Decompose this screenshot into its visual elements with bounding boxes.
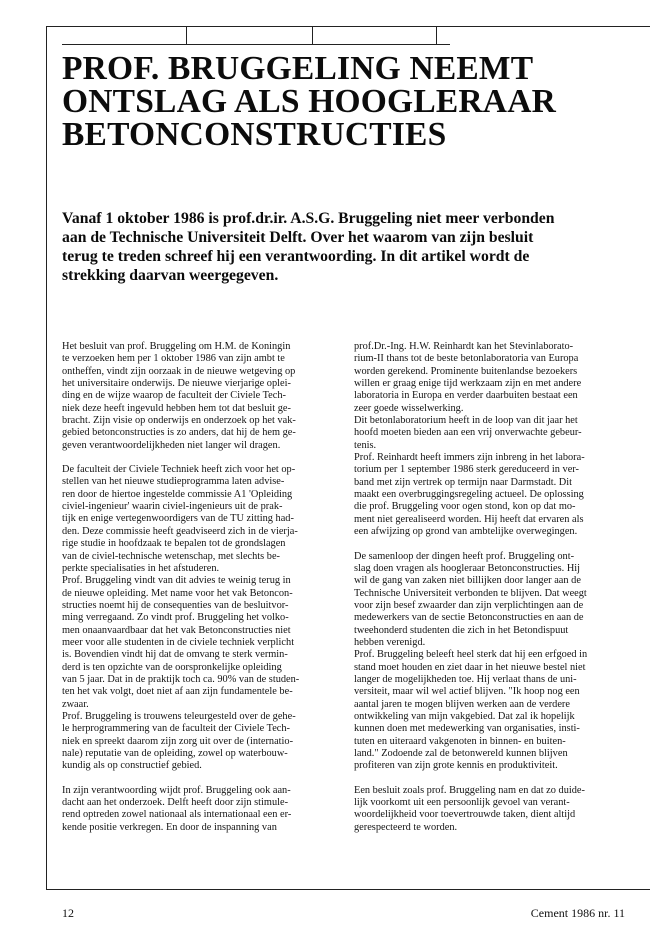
body-line: lijk voorkomt uit een persoonlijk gevoel van verant- [354,797,570,809]
body-line: die prof. Bruggeling voor ogen stond, kon op dat mo- [354,501,576,513]
body-line: Prof. Reinhardt heeft immers zijn inbreng in het labora- [354,452,585,464]
body-paragraph [354,341,633,539]
headline-line: BETONCONSTRUCTIES [62,116,447,153]
headline-line: ONTSLAG ALS HOOGLERAAR [62,83,556,120]
body-line: worden gerekend. Prominente buitenlandse bezoekers [354,365,578,377]
body-line: woordelijkheid voor toevertrouwde taken, dient altijd [354,809,576,821]
body-line: men onaanvaardbaar dat het vak Betonconstructies niet [62,624,291,636]
body-line: stellen van het nieuwe studieprogramma laten advise- [62,476,285,488]
body-line: medewerkers van de sectie Betonconstructies en aan de [354,612,584,624]
body-line: aantal jaren te mogen blijven werken aan de verdere [354,698,570,710]
body-line: ontwikkeling van mijn vakgebied. Dat zal ik hopelijk [354,710,575,722]
body-line: prof.Dr.-Ing. H.W. Reinhardt kan het Stevinlaborato- [354,341,574,352]
body-line: Dit betonlaboratorium heeft in de loop van dit jaar het [354,415,578,427]
body-line: van de civiel-technische wetenschap, met slechts be- [62,550,280,562]
lead-line: terug te treden schreef hij een verantwoording. In dit artikel wordt de [62,248,530,265]
body-line: is. Bovendien vindt hij dat de omvang te sterk vermin- [62,649,288,661]
body-line: niek deze heeft ingevuld hebben hem tot dat besluit ge- [62,402,291,414]
body-line: gebied betonconstructies is zo anders, dat hij de hem ge- [62,427,296,439]
body-line: rend optreden zowel nationaal als internationaal een er- [62,809,292,821]
body-line: wil de gang van zaken niet billijken door langer aan de [354,575,581,587]
header-tab-divider-3 [436,27,437,45]
body-line: Prof. Bruggeling beleeft heel sterk dat hij een erfgoed in [354,649,588,661]
header-tab-divider-1 [186,27,187,45]
body-line: niek en spreekt daarom zijn zorg uit over de (internatio- [62,735,294,747]
body-line: ment niet gerealiseerd worden. Hij heeft dat ervaren als [354,513,584,525]
left-margin-rule [46,26,47,890]
body-line: zwaar. [62,698,89,710]
body-line: versiteit, maar wil wel actief blijven. "Ik hoop nog een [354,686,580,698]
body-line: stand moet houden en ziet daar in het nieuwe bestel niet [354,661,586,673]
body-line: ding en de wijze waarop de faculteit der Civiele Tech- [62,390,286,402]
body-line: tweehonderd studenten die zich in het Betondispuut [354,624,569,636]
body-line: hoofd moeten bieden aan een vrij onverwachte gebeur- [354,427,582,439]
body-line: In zijn verantwoording wijdt prof. Bruggeling ook aan- [62,784,291,796]
body-line: De faculteit der Civiele Techniek heeft zich voor het op- [62,464,296,476]
body-line: van 5 jaar. Dat in de praktijk toch ca. 90% van de studen- [62,673,300,685]
body-line: structies noemt hij de consequenties van de besluitvor- [62,599,289,611]
body-line: zeer goede wisselwerking. [354,402,464,414]
body-line: maakt een overbruggingsregeling actueel. De oplossing [354,489,584,501]
body-line: Een besluit zoals prof. Bruggeling nam en dat zo duide- [354,784,585,796]
body-line: Het besluit van prof. Bruggeling om H.M. de Koningin [62,341,291,352]
body-line: ming verregaand. Zo vindt prof. Bruggeling het volko- [62,612,289,624]
body-line: tuten en uiteraard vakgenoten in binnen- en buiten- [354,735,566,747]
body-line: meer voor alle studenten in de civiele techniek verplicht [62,636,295,648]
body-line: derd is ten opzichte van de oorspronkelijke opleiding [62,661,282,673]
body-line: perkte specialisaties in het afstuderen. [62,562,220,574]
body-line: profiteren van zijn grote kennis en produktiviteit. [354,760,558,772]
body-line: rium-II thans tot de beste betonlaboratoria van Europa [354,353,579,365]
right-column [354,341,633,846]
body-line: dacht aan het onderzoek. Delft heeft door zijn stimule- [62,797,289,809]
body-line: slag doen vragen als hoogleraar Betonconstructies. Hij [354,562,581,574]
body-line: Prof. Bruggeling vindt van dit advies te weinig terug in [62,575,291,587]
body-line: rige studie in hoofdzaak te bepalen tot de grondslagen [62,538,286,550]
body-paragraph [62,464,344,773]
body-line: ten het vak volgt, doet niet af aan zijn fundamentele be- [62,686,293,698]
body-line: Technische Universiteit verbonden te blijven. Dat weegt [354,587,587,599]
body-paragraph [62,341,344,452]
body-line: den. Deze commissie heeft geadviseerd zich in de vierja- [62,525,298,537]
body-line: de nieuwe opleiding. Met name voor het vak Betoncon- [62,587,293,599]
body-line: band met zijn vertrek op termijn naar Darmstadt. Dit [354,476,573,488]
body-line: Prof. Bruggeling is trouwens teleurgesteld over de gehe- [62,710,296,722]
body-line: voor zijn besef zwaarder dan zijn verplichtingen aan de [354,599,584,611]
body-paragraph [354,551,633,773]
body-line: kundig als op constructief gebied. [62,760,202,772]
body-line: hebben verenigd. [354,636,426,648]
article-lead [62,209,637,285]
body-line: gerespecteerd te worden. [354,821,458,833]
body-line: land." Zodoende zal de betonwereld kunnen blijven [354,748,568,759]
top-rule [46,26,650,27]
body-line: willen er graag enige tijd werkzaam zijn en met andere [354,378,582,390]
body-line: langer de mogelijkheden toe. Hij verlaat thans de uni- [354,673,577,685]
body-line: le herprogrammering van de faculteit der Civiele Tech- [62,723,290,735]
body-paragraph [62,785,344,834]
body-line: De samenloop der dingen heeft prof. Bruggeling ont- [354,550,575,562]
body-paragraph [354,785,633,834]
body-line: een afwijzing op grond van ambtelijke overwegingen. [354,526,578,538]
lead-line: strekking daarvan weergegeven. [62,267,279,284]
page-number: 12 [62,906,74,920]
body-line: tenis. [354,439,377,451]
body-line: nale) reputatie van de opleiding, zowel op waterbouw- [62,748,288,759]
body-line: civiel-ingenieur' waarin civiel-ingenieurs uit de prak- [62,501,283,513]
left-column [62,341,344,846]
body-line: kende positie verkregen. En door de inspanning van [62,821,277,833]
issue-label: Cement 1986 nr. 11 [530,906,625,920]
bottom-rule [46,889,650,890]
body-line: bracht. Zijn visie op onderwijs en onderzoek op het vak- [62,415,296,427]
body-line: tijk en enige vertegenwoordigers van de TU zitting had- [62,513,294,525]
body-line: geven verantwoordelijkheden niet langer wil dragen. [62,439,281,451]
body-line: het universitaire onderwijs. De nieuwe vierjarige oplei- [62,378,291,390]
body-line: ontheffen, vindt zijn oorzaak in de nieuwe wetgeving op [62,365,296,377]
lead-line: Vanaf 1 oktober 1986 is prof.dr.ir. A.S.G. Bruggeling niet meer verbonden [62,210,555,227]
body-line: ren door de hiertoe ingestelde commissie A1 'Opleiding [62,488,293,500]
body-line: kunnen doen met medewerking van organisaties, insti- [354,723,580,735]
article-headline [62,52,622,151]
header-tab-divider-2 [312,27,313,45]
header-bottom-rule [62,44,450,45]
lead-line: aan de Technische Universiteit Delft. Over het waarom van zijn besluit [62,229,534,246]
body-line: laboratoria in Europa en verder daarbuiten bestaat een [354,390,578,402]
body-line: torium per 1 september 1986 sterk gereduceerd in ver- [354,464,579,476]
headline-line: PROF. BRUGGELING NEEMT [62,50,534,87]
body-line: te verzoeken hem per 1 oktober 1986 van zijn ambt te [62,353,285,365]
